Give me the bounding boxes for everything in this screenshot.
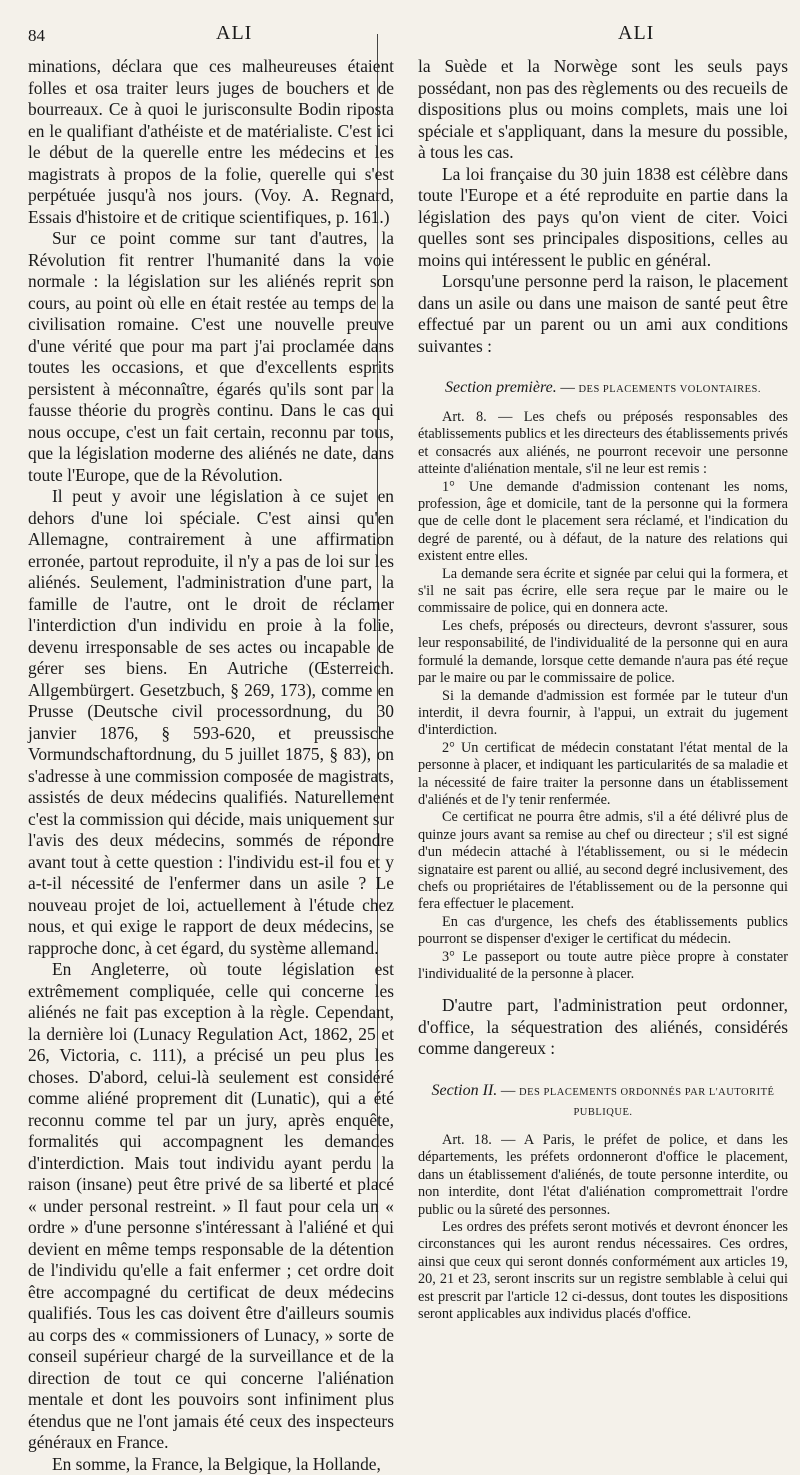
law-clause: Si la demande d'admission est formée par le tuteur d'un interdit, il devra fournir, à l'appui, un extrait du jugement d'interdiction. xyxy=(418,688,788,740)
section-title: Section première. xyxy=(445,379,557,396)
running-head-right: ALI xyxy=(618,22,654,45)
page-number: 84 xyxy=(28,26,45,46)
text-columns xyxy=(28,56,790,1246)
law-clause: Ce certificat ne pourra être admis, s'il a été délivré plus de quinze jours avant sa remise au chef ou directeur ; s'il est signé d'un médecin attaché à l'établissement, ou si le médecin signataire est parent ou allié, au second degré inclusivement, des chefs ou propriétaires de l'établissement ou de la personne qui fera effectuer le placement. xyxy=(418,809,788,913)
law-clause: La demande sera écrite et signée par celui qui la formera, et s'il ne sait pas écrire, elle sera reçue par le maire ou le commissaire de police, qui en donnera acte. xyxy=(418,566,788,618)
paragraph: Lorsqu'une personne perd la raison, le placement dans un asile ou dans une maison de santé peut être effectué par un parent ou un ami aux conditions suivantes : xyxy=(418,271,788,357)
law-clause: Les ordres des préfets seront motivés et devront énoncer les circonstances qui les auront rendus nécessaires. Ces ordres, ainsi que ceux qui seront donnés conformément aux articles 19, 20, 21 et 23, seront inscrits sur un registre semblable à celui qui est prescrit par l'article 12 ci-dessus, dont toutes les dispositions seront applicables aux individus placés d'office. xyxy=(418,1219,788,1323)
paragraph: D'autre part, l'administration peut ordonner, d'office, la séquestration des aliénés, considérés comme dangereux : xyxy=(418,995,788,1060)
law-article: Art. 18. — A Paris, le préfet de police, et dans les départements, les préfets ordonneront d'office le placement, dans un établissement d'aliénés, de toute personne interdite, ou non interdite, dont l'état d'aliénation compromettrait l'ordre public ou la sûreté des personnes. xyxy=(418,1132,788,1219)
section-heading: Section première. — DES PLACEMENTS VOLONTAIRES. xyxy=(418,379,788,399)
running-head-left: ALI xyxy=(216,22,252,45)
left-column xyxy=(28,56,394,1475)
paragraph: En somme, la France, la Belgique, la Hollande, xyxy=(28,1454,394,1475)
page-header xyxy=(28,22,790,56)
law-clause: 1° Une demande d'admission contenant les noms, profession, âge et domicile, tant de la personne qui la formera que de celle dont le placement sera réclamé, et l'indication du degré de parenté, ou à défaut, de la nature des relations qui existent entre elles. xyxy=(418,479,788,566)
section-title: Section II. xyxy=(432,1082,498,1099)
law-clause: 2° Un certificat de médecin constatant l'état mental de la personne à placer, et indiquant les particularités de sa maladie et la nécessité de faire traiter la personne dans un établissement d'aliénés et de l'y tenir renfermée. xyxy=(418,740,788,810)
paragraph: Sur ce point comme sur tant d'autres, la Révolution fit rentrer l'humanité dans la voie normale : la législation sur les aliénés reprit son cours, au point où elle en était restée au temps de la civilisation romaine. C'est une nouvelle preuve d'une vérité que pour ma part j'ai proclamée dans toutes les occasions, et que d'excellents esprits persistent à méconnaître, égarés qu'ils sont par la fausse théorie du progrès continu. Dans le cas qui nous occupe, c'est un fait certain, reconnu par tous, que la législation moderne des aliénés ne date, dans toute l'Europe, que de la Révolution. xyxy=(28,228,394,486)
paragraph: En Angleterre, où toute législation est extrêmement compliquée, celle qui concerne les aliénés ne fait pas exception à la règle. Cependant, la dernière loi (Lunacy Regulation Act, 1862, 25 et 26, Victoria, c. 111), a précisé un peu plus les choses. D'abord, celui-là seulement est considéré comme aliéné proprement dit (Lunatic), qui a été reconnu comme tel par un jury, après enquête, formalités qui accompagnent les demandes d'interdiction. Mais tout individu ayant perdu la raison (insane) peut être privé de sa liberté et placé « under personal restreint. » Il faut pour cela un « ordre » d'une personne s'intéressant à l'aliéné et qui devient en même temps responsable de la détention de l'individu qu'elle a fait enfermer ; cet ordre doit être accompagné du certificat de deux médecins qualifiés. Tous les cas doivent être d'ailleurs soumis au corps des « commissioners of Lunacy, » sorte de conseil supérieur chargé de la surveillance et de la direction de tout ce qui concerne l'aliénation mentale et dont les pouvoirs sont infiniment plus étendus que ne l'ont jamais été ceux des inspecteurs généraux en France. xyxy=(28,959,394,1454)
right-column xyxy=(418,56,788,1323)
law-clause: Les chefs, préposés ou directeurs, devront s'assurer, sous leur responsabilité, de l'individualité de la personne qui en aura formulé la demande, lorsque cette demande n'aura pas été reçue par le maire ou par le commissaire de police. xyxy=(418,618,788,688)
paragraph: Il peut y avoir une législation à ce sujet en dehors d'une loi spéciale. C'est ainsi qu'en Allemagne, contrairement à une affirmation erronée, partout reproduite, il n'y a pas de loi sur les aliénés. Seulement, l'administration d'une part, la famille de l'autre, ont le droit de réclamer l'interdiction d'un individu en proie à la folie, devenu irresponsable de ses actes ou incapable de gérer ses biens. En Autriche (Œsterreich. Allgembürgert. Gesetzbuch, § 269, 173), comme en Prusse (Deutsche civil processordnung, du 30 janvier 1876, § 593-620, et preussische Vormundschaftordnung, du 5 juillet 1875, § 83), on s'adresse à une commission composée de magistrats, assistés de deux médecins qualifiés. Naturellement c'est la commission qui décide, mais uniquement sur l'avis des deux médecins, sommés de répondre avant tout à cette question : l'individu est-il fou et y a-t-il nécessité de l'enfermer dans un asile ? Le nouveau projet de loi, actuellement à l'étude chez nous, et qui exige le rapport de deux médecins, se rapproche donc, à cet égard, du système allemand. xyxy=(28,486,394,959)
law-clause: 3° Le passeport ou toute autre pièce propre à constater l'individualité de la personne à placer. xyxy=(418,949,788,984)
law-article: Art. 8. — Les chefs ou préposés responsables des établissements publics et les directeurs des établissements privés et consacrés aux aliénés, ne pourront recevoir une personne atteinte d'aliénation mentale, s'il ne leur est remis : xyxy=(418,409,788,479)
section-subtitle: DES PLACEMENTS VOLONTAIRES. xyxy=(578,384,761,395)
paragraph: la Suède et la Norwège sont les seuls pays possédant, non pas des règlements ou des recueils de dispositions plus ou moins complets, mais une loi spéciale et s'appliquant, dans la mesure du possible, à tous les cas. xyxy=(418,56,788,164)
law-clause: En cas d'urgence, les chefs des établissements publics pourront se dispenser d'exiger le certificat du médecin. xyxy=(418,914,788,949)
section-subtitle: DES PLACEMENTS ORDONNÉS PAR L'AUTORITÉ PUBLIQUE. xyxy=(519,1087,774,1118)
paragraph: La loi française du 30 juin 1838 est célèbre dans toute l'Europe et a été reproduite en partie dans la législation des pays qu'on vient de citer. Voici quelles sont ses principales dispositions, celles au moins qui intéressent le public en général. xyxy=(418,164,788,272)
section-heading: Section II. — DES PLACEMENTS ORDONNÉS PAR L'AUTORITÉ PUBLIQUE. xyxy=(418,1082,788,1122)
paragraph: minations, déclara que ces malheureuses étaient folles et osa traiter leurs juges de bouchers et de bourreaux. Ce à quoi le jurisconsulte Bodin riposta en le qualifiant d'athéiste et de matérialiste. C'est ici le début de la querelle entre les médecins et les magistrats à propos de la folie, querelle qui s'est perpétuée jusqu'à nos jours. (Voy. A. Regnard, Essais d'histoire et de critique scientifiques, p. 161.) xyxy=(28,56,394,228)
